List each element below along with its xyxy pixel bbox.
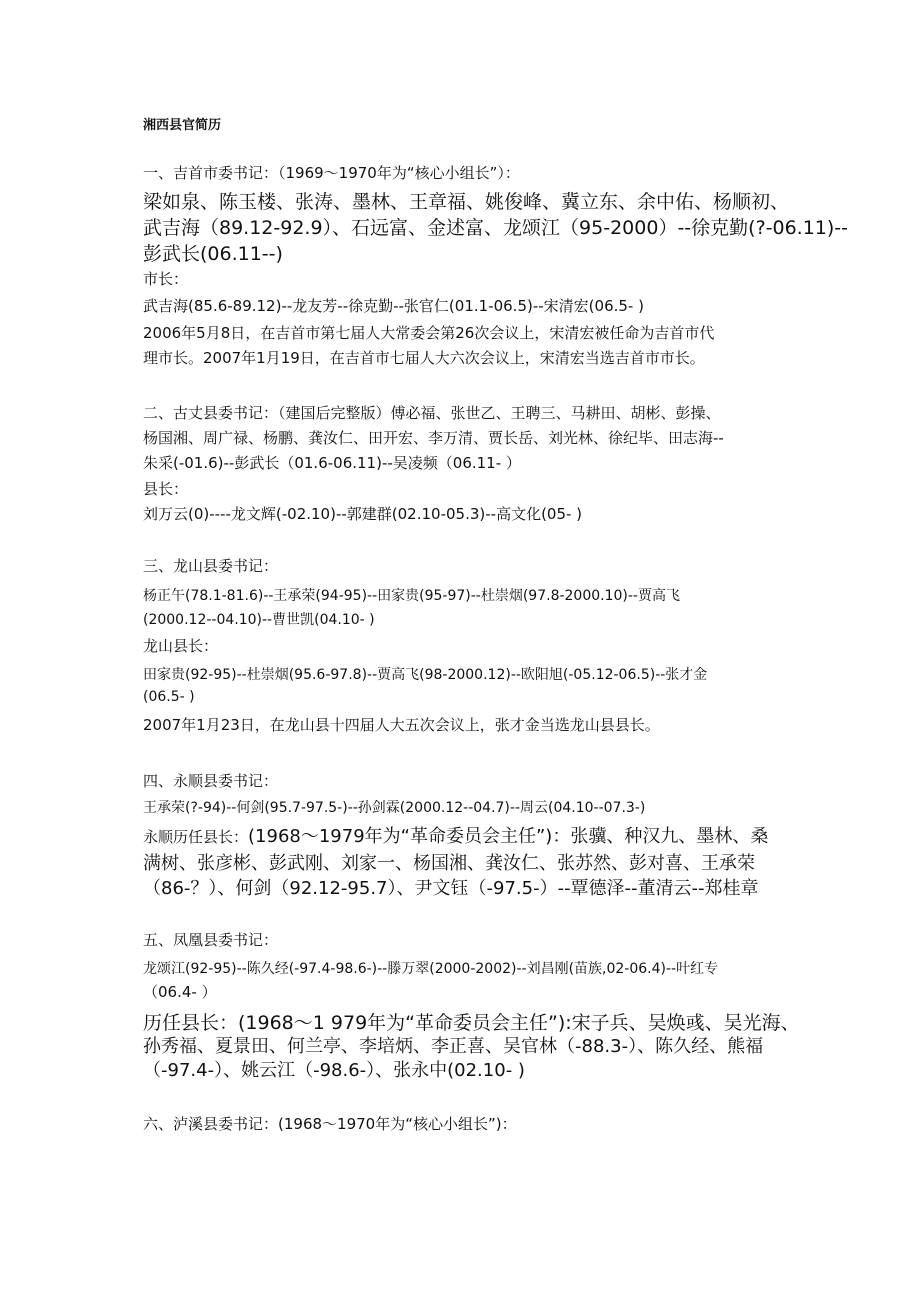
text-line: 彭武长(06.11--): [143, 243, 283, 265]
text-line: 历任县长：(1968～1 979年为“革命委员会主任”):宋子兵、吴焕彧、吴光海、: [143, 1012, 800, 1034]
text-line: 刘万云(0)----龙文辉(-02.10)--郭建群(02.10-05.3)--高文化(05- ): [143, 505, 583, 523]
text-line: (06.5- ): [143, 689, 195, 705]
text-line: 满树、张彦彬、彭武刚、刘家一、杨国湘、龚汝仁、张苏然、彭对喜、王承荣: [143, 853, 755, 874]
section-heading-jishou: 一、吉首市委书记：（1969～1970年为“核心小组长”）：: [143, 164, 520, 182]
text-line: 梁如泉、陈玉楼、张涛、墨林、王章福、姚俊峰、冀立东、余中佑、杨顺初、: [143, 191, 790, 213]
section-heading-yongshun: 四、永顺县委书记：: [143, 772, 279, 790]
text-line: 孙秀福、夏景田、何兰亭、李培炳、李正喜、吴官林（-88.3-）、陈久经、熊福: [143, 1036, 764, 1057]
text-line: （06.4- ）: [143, 983, 217, 1001]
text-line: 龙山县长：: [143, 637, 219, 655]
text-line: （-97.4-）、姚云江（-98.6-）、张永中(02.10- ): [143, 1060, 525, 1081]
text-line: （86-？）、何剑（92.12-95.7）、尹文钰（-97.5-）--覃德泽--董清云--郑桂章: [143, 878, 759, 899]
section-heading-luxi: 六、泸溪县委书记：(1968～1970年为“核心小组长”)：: [143, 1115, 517, 1133]
text-line: (2000.12--04.10)--曹世凯(04.10- ): [143, 612, 375, 628]
text-line: 龙颂江(92-95)--陈久经(-97.4-98.6-)--滕万翠(2000-2002)--刘昌刚(苗族,02-06.4)--叶红专: [143, 961, 719, 977]
text-span: 永顺历任县长：: [143, 828, 249, 846]
section-heading-fenghuang: 五、凤凰县委书记：: [143, 931, 279, 949]
text-line: 2006年5月8日，在吉首市第七届人大常委会第26次会议上，宋清宏被任命为吉首市代: [143, 324, 715, 342]
text-span: (1968～1979年为“革命委员会主任”)：张骥、种汉九、墨林、桑: [248, 826, 769, 847]
document-title: 湘西县官简历: [143, 118, 222, 133]
section-heading-guzhang: 二、古丈县委书记：（建国后完整版）傅必福、张世乙、王聘三、马耕田、胡彬、彭操、: [143, 404, 721, 422]
text-line: 朱采(-01.6)--彭武长（01.6-06.11)--吴凌频（06.11- ）: [143, 454, 521, 472]
text-line: 王承荣(?-94)--何剑(95.7-97.5-)--孙剑霖(2000.12--04.7)--周云(04.10--07.3-): [143, 800, 646, 816]
text-line: 武吉海(85.6-89.12)--龙友芳--徐克勤--张官仁(01.1-06.5)--宋清宏(06.5- ): [143, 297, 644, 315]
text-line: 理市长。2007年1月19日，在吉首市七届人大六次会议上，宋清宏当选吉首市市长。: [143, 349, 705, 367]
text-line: 杨国湘、周广禄、杨鹏、龚汝仁、田开宏、李万清、贾长岳、刘光林、徐纪毕、田志海--: [143, 429, 724, 447]
text-line: [143, 822, 768, 848]
text-line: 武吉海（89.12-92.9）、石远富、金述富、龙颂江（95-2000）--徐克勤(?-06.11)--: [143, 217, 849, 239]
text-line: 杨正午(78.1-81.6)--王承荣(94-95)--田家贵(95-97)--杜崇烟(97.8-2000.10)--贾高飞: [143, 588, 680, 604]
text-line: 田家贵(92-95)--杜崇烟(95.6-97.8)--贾高飞(98-2000.12)--欧阳旭(-05.12-06.5)--张才金: [143, 667, 708, 683]
text-line: 县长：: [143, 480, 189, 498]
section-heading-longshan: 三、龙山县委书记：: [143, 557, 279, 575]
text-line: 市长：: [143, 270, 189, 288]
text-line: 2007年1月23日，在龙山县十四届人大五次会议上，张才金当选龙山县县长。: [143, 716, 660, 734]
